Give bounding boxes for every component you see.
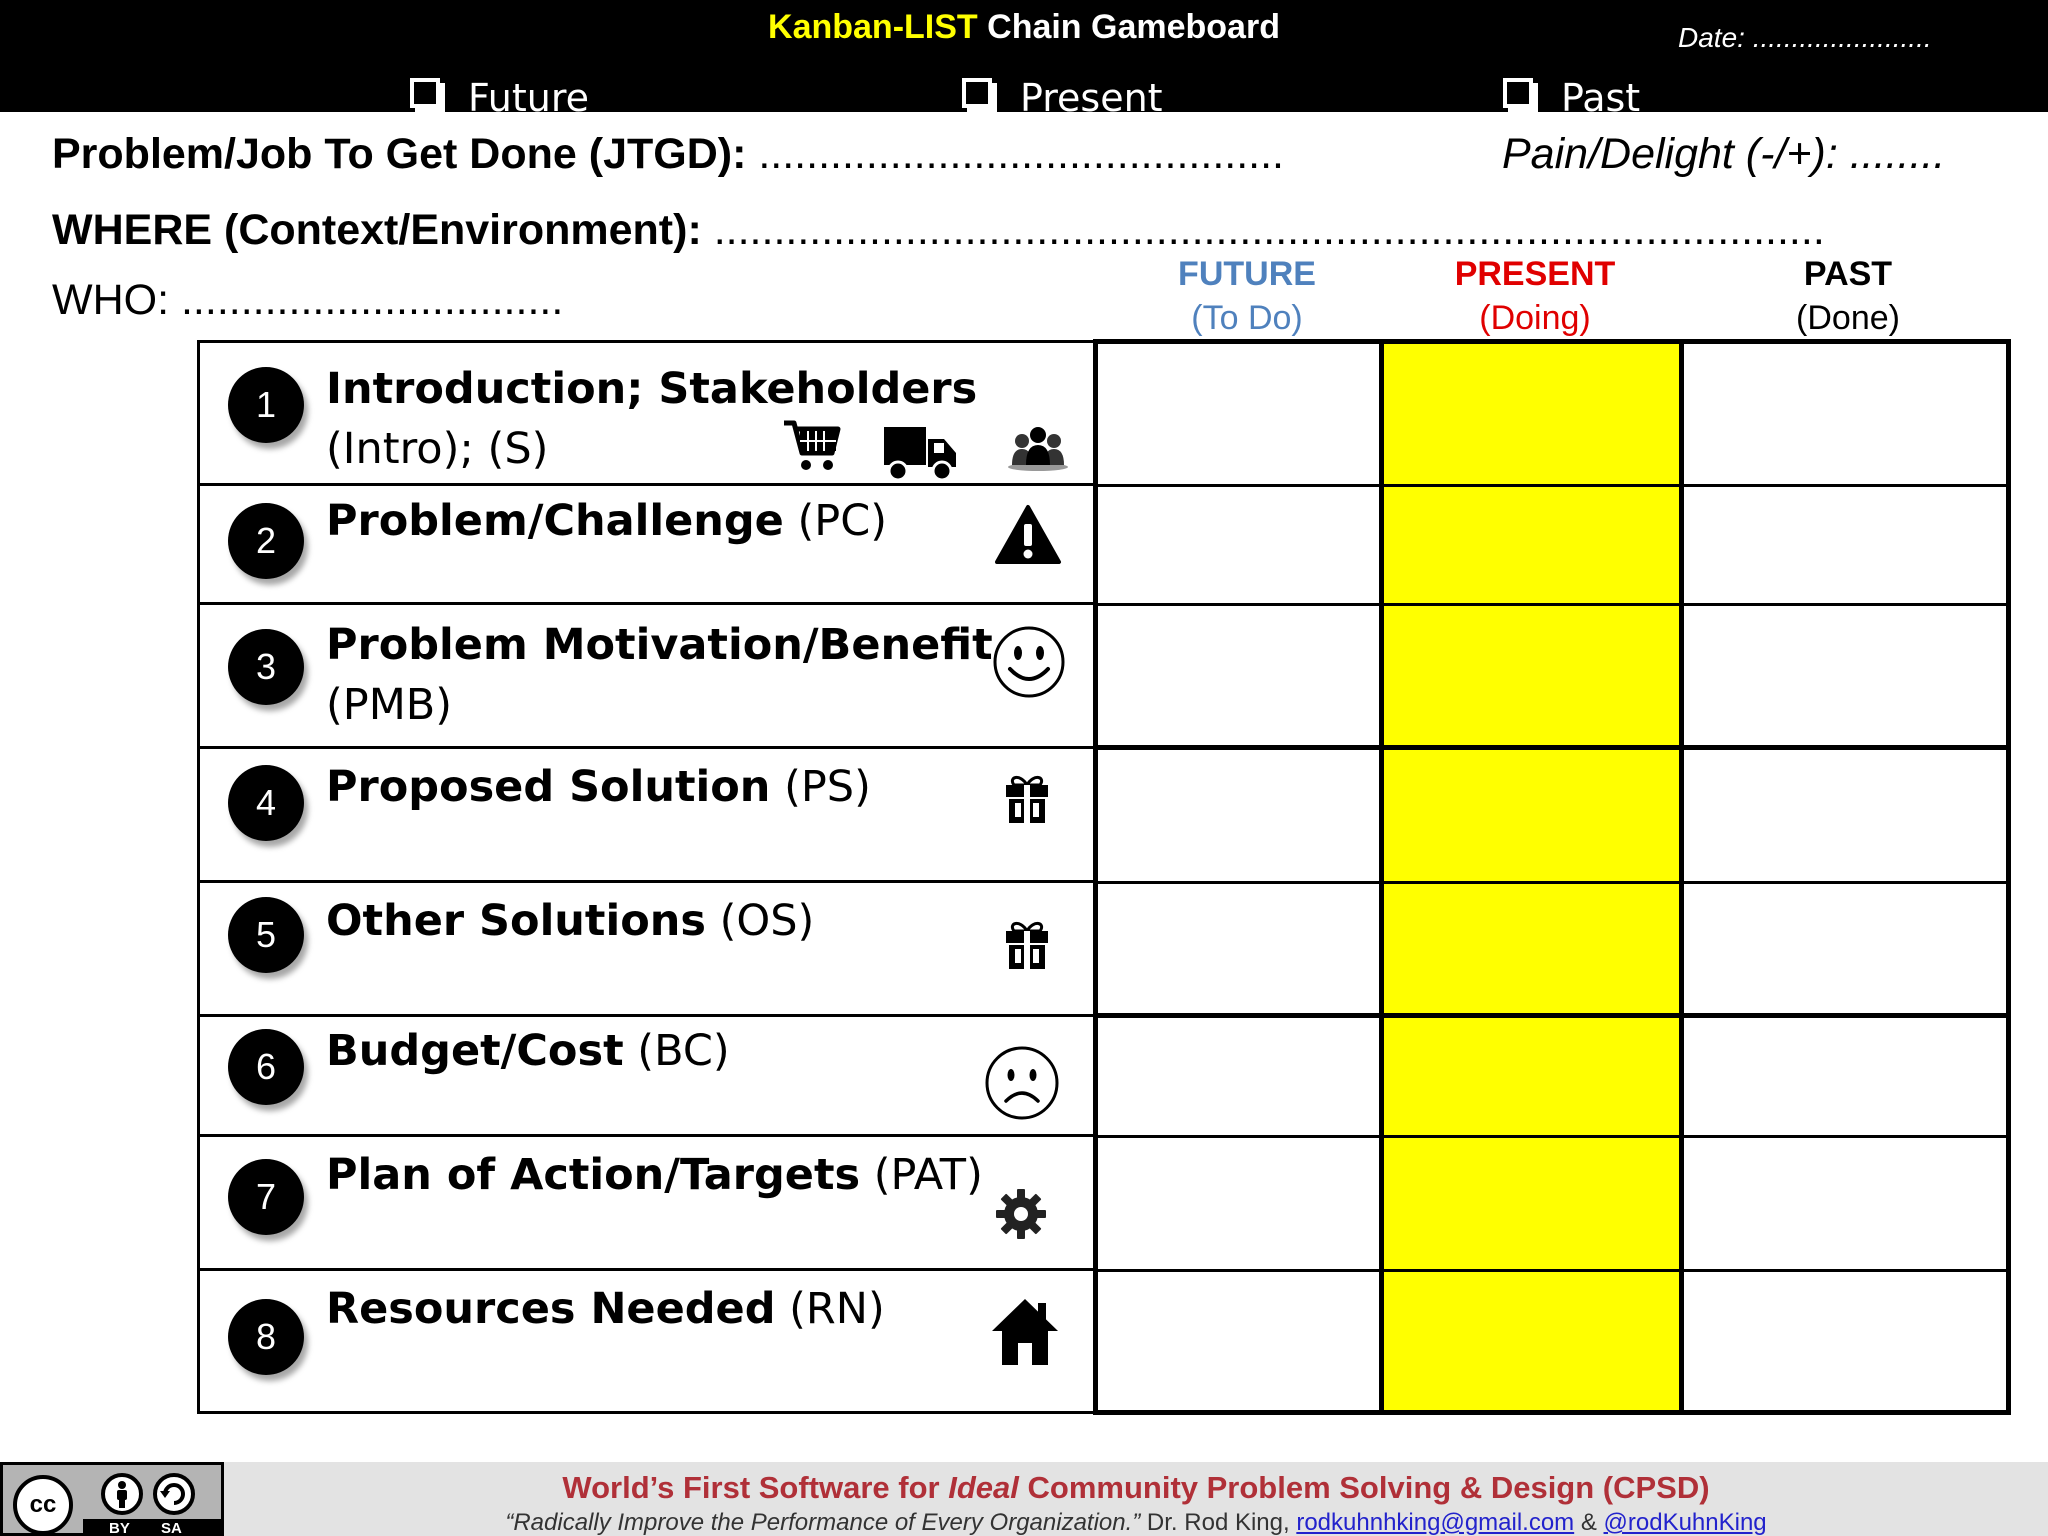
column-title-future: FUTURE	[1178, 255, 1316, 293]
checkbox-past[interactable]	[1503, 78, 1533, 108]
date-field[interactable]: Date: .......................	[1678, 22, 1932, 53]
list-item-other-solutions[interactable]	[200, 883, 1093, 1017]
cc-icon: cc	[13, 1475, 73, 1535]
step-abbrev: (BC)	[623, 1026, 730, 1076]
step-subtitle: (Intro); (S)	[326, 424, 549, 474]
where-field[interactable]	[52, 206, 1825, 255]
shopping-cart-icon	[782, 417, 842, 473]
list-item-budget-cost[interactable]	[200, 1017, 1093, 1137]
present-column-fill	[1384, 344, 1684, 1410]
attribution-icon	[101, 1473, 143, 1515]
state-label-present: Present	[1020, 76, 1163, 112]
step-subtitle: (PMB)	[326, 680, 453, 730]
smiley-icon	[992, 625, 1066, 699]
footer-amp: &	[1574, 1509, 1604, 1536]
footer-author: Dr. Rod King,	[1140, 1509, 1297, 1536]
grid-divider	[1679, 344, 1684, 1410]
column-header-past	[1688, 252, 2008, 340]
footer-quote: “Radically Improve the Performance of Every Organization.”	[505, 1509, 1141, 1536]
column-header-present	[1375, 252, 1695, 340]
step-number-badge: 7	[228, 1159, 304, 1235]
step-title: Plan of Action/Targets	[326, 1150, 861, 1200]
list-item-problem-motivation[interactable]	[200, 605, 1093, 749]
twitter-handle-link[interactable]: @rodKuhnKing	[1603, 1509, 1767, 1536]
grid-row-line	[1098, 745, 2006, 750]
cc-sa-label: SA	[161, 1520, 182, 1536]
grid-divider	[1379, 344, 1384, 1410]
truck-icon	[882, 423, 958, 483]
list-item-plan-of-action[interactable]	[200, 1137, 1093, 1271]
column-title-present: PRESENT	[1454, 255, 1616, 293]
step-number-badge: 3	[228, 629, 304, 705]
gear-icon	[994, 1187, 1048, 1241]
where-label: WHERE (Context/Environment):	[52, 206, 714, 254]
title-brand: Kanban-LIST	[768, 8, 978, 46]
state-label-future: Future	[468, 76, 590, 112]
step-title: Problem/Challenge	[326, 496, 784, 546]
step-title: Resources Needed	[326, 1284, 776, 1334]
step-label	[326, 1021, 730, 1081]
grid-row-line	[1098, 881, 2006, 884]
step-title: Introduction; Stakeholders	[326, 364, 978, 414]
step-number-badge: 5	[228, 897, 304, 973]
step-abbrev: (OS)	[705, 896, 815, 946]
footer	[0, 1462, 2048, 1536]
title-banner	[0, 0, 2048, 112]
step-label	[326, 491, 887, 551]
share-alike-icon	[153, 1473, 195, 1515]
step-number-badge: 4	[228, 765, 304, 841]
footer-tagline	[224, 1470, 2048, 1506]
column-subtitle-future: (To Do)	[1191, 299, 1303, 337]
column-subtitle-present: (Doing)	[1479, 299, 1591, 337]
problem-field[interactable]	[52, 130, 1284, 179]
where-dots: .............................................................................................	[713, 206, 1825, 254]
who-field[interactable]	[52, 276, 563, 325]
step-label	[326, 359, 977, 479]
house-icon	[990, 1295, 1060, 1367]
column-subtitle-past: (Done)	[1796, 299, 1900, 337]
cc-license-badge[interactable]	[0, 1462, 224, 1536]
who-dots: ................................	[180, 276, 564, 324]
frown-icon	[984, 1045, 1060, 1121]
grid-row-line	[1098, 484, 2006, 487]
title-rest: Chain Gameboard	[977, 8, 1280, 46]
checkbox-future[interactable]	[410, 78, 440, 108]
footer-credits	[224, 1509, 2048, 1536]
kanban-grid	[1093, 339, 2011, 1415]
column-header-future	[1087, 252, 1407, 340]
state-option-future[interactable]	[410, 76, 589, 112]
tagline-ideal: Ideal	[948, 1470, 1019, 1505]
step-label	[326, 615, 993, 735]
list-item-resources-needed[interactable]	[200, 1271, 1093, 1411]
step-label	[326, 757, 871, 817]
problem-dots: ............................................	[758, 130, 1285, 178]
state-option-present[interactable]	[962, 76, 1163, 112]
step-title: Budget/Cost	[326, 1026, 624, 1076]
step-label	[326, 891, 814, 951]
problem-label: Problem/Job To Get Done (JTGD):	[52, 130, 759, 178]
pain-delight-field[interactable]: Pain/Delight (-/+): ........	[1502, 130, 1946, 178]
gift-icon	[1004, 919, 1050, 971]
grid-row-line	[1098, 1013, 2006, 1018]
cc-license-strip	[83, 1519, 223, 1536]
tagline-part-1: World’s First Software for	[562, 1470, 949, 1505]
chain-step-list	[197, 340, 1093, 1414]
list-item-proposed-solution[interactable]	[200, 749, 1093, 883]
gift-icon	[1004, 773, 1050, 825]
step-title: Other Solutions	[326, 896, 706, 946]
tagline-part-2: Community Problem Solving & Design (CPSD)	[1018, 1470, 1710, 1505]
grid-row-line	[1098, 1135, 2006, 1138]
email-link[interactable]: rodkuhnhking@gmail.com	[1296, 1509, 1575, 1536]
step-label	[326, 1145, 983, 1205]
step-number-badge: 2	[228, 503, 304, 579]
checkbox-present[interactable]	[962, 78, 992, 108]
stakeholders-icon	[1006, 423, 1070, 471]
step-title: Problem Motivation/Benefit	[326, 620, 993, 670]
step-number-badge: 1	[228, 367, 304, 443]
who-label: WHO:	[52, 276, 181, 324]
list-item-problem-challenge[interactable]	[200, 486, 1093, 605]
grid-row-line	[1098, 1269, 2006, 1272]
step-number-badge: 6	[228, 1029, 304, 1105]
step-abbrev: (PAT)	[860, 1150, 983, 1200]
state-label-past: Past	[1561, 76, 1641, 112]
list-item-introduction[interactable]	[200, 343, 1093, 486]
step-abbrev: (PC)	[783, 496, 888, 546]
step-abbrev: (PS)	[770, 762, 871, 812]
grid-row-line	[1098, 603, 2006, 606]
warning-icon	[994, 504, 1062, 566]
step-number-badge: 8	[228, 1299, 304, 1375]
step-label	[326, 1279, 885, 1339]
step-abbrev: (RN)	[775, 1284, 885, 1334]
column-title-past: PAST	[1803, 255, 1893, 293]
step-title: Proposed Solution	[326, 762, 771, 812]
state-option-past[interactable]	[1503, 76, 1640, 112]
cc-by-label: BY	[109, 1520, 130, 1536]
